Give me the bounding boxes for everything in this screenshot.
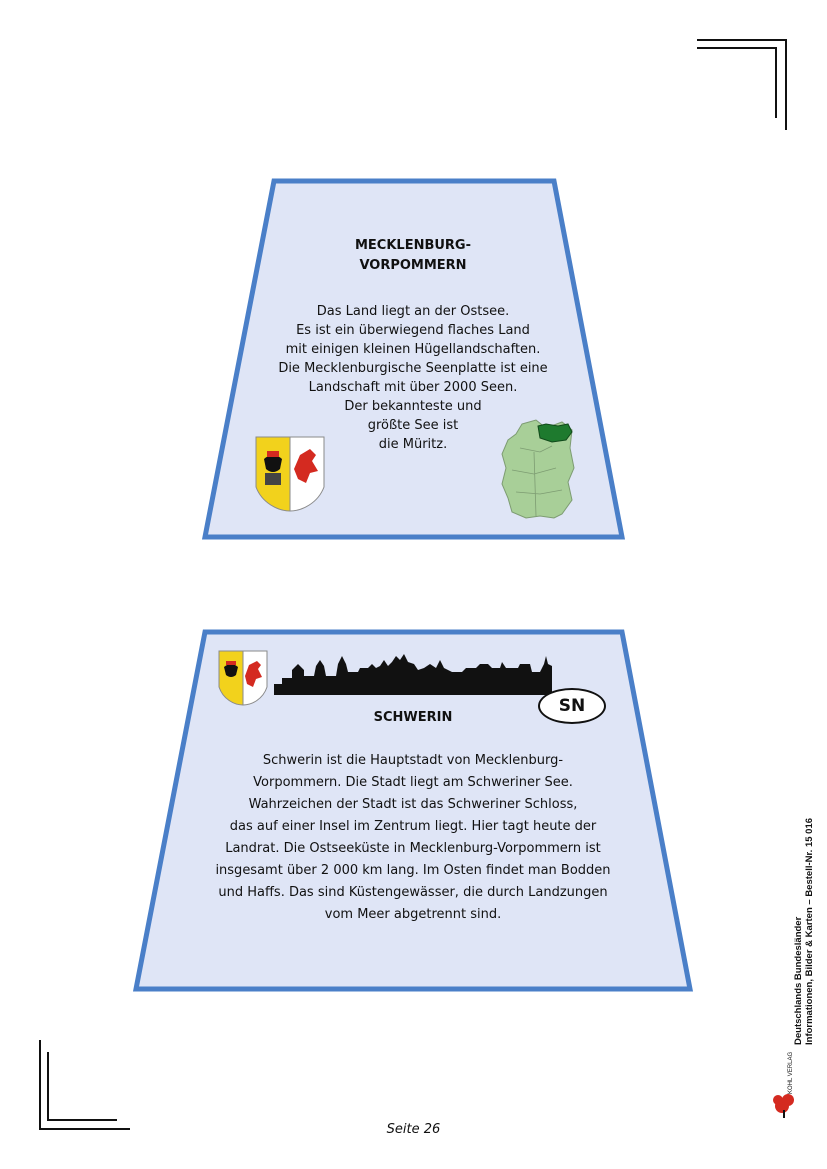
page-number: Seite 26: [386, 1122, 441, 1137]
card-mecklenburg-body: [243, 302, 583, 454]
body-line: das auf einer Insel im Zentrum liegt. Hier tagt heute der: [229, 819, 597, 834]
card-schwerin-body: [193, 750, 633, 926]
side-credit-line: Deutschlands Bundesländer: [793, 916, 804, 1045]
body-line: insgesamt über 2 000 km lang. Im Osten findet man Bodden: [215, 863, 611, 878]
publisher-name: KOHL VERLAG: [788, 1051, 794, 1094]
title-line: MECKLENBURG-: [354, 238, 472, 253]
bottom-left-corner-frame: [40, 1040, 130, 1129]
body-line: Die Mecklenburgische Seenplatte ist eine: [278, 361, 548, 376]
body-line: Der bekannteste und: [344, 399, 482, 414]
publisher-logo: [772, 1051, 808, 1120]
body-line: größte See ist: [367, 418, 459, 433]
title-line: VORPOMMERN: [359, 258, 467, 273]
body-line: mit einigen kleinen Hügellandschaften.: [285, 342, 541, 357]
side-credit: [793, 818, 815, 1045]
body-line: Wahrzeichen der Stadt ist das Schweriner Schloss,: [248, 797, 578, 812]
body-line: vom Meer abgetrennt sind.: [324, 907, 502, 922]
side-credit-line: Informationen, Bilder & Karten – Bestell-Nr. 15 016: [804, 817, 815, 1045]
body-line: Vorpommern. Die Stadt liegt am Schweriner See.: [253, 775, 573, 790]
body-line: Es ist ein überwiegend flaches Land: [296, 323, 530, 338]
body-line: Landrat. Die Ostseeküste in Mecklenburg-Vorpommern ist: [225, 841, 601, 856]
card-mecklenburg-title: [263, 236, 563, 276]
body-line: Landschaft mit über 2000 Seen.: [308, 380, 518, 395]
schwerin-coat-of-arms-icon: [219, 651, 267, 705]
top-right-corner-frame: [697, 40, 786, 130]
body-line: die Müritz.: [378, 437, 448, 452]
body-line: Das Land liegt an der Ostsee.: [316, 304, 510, 319]
body-line: und Haffs. Das sind Küstengewässer, die durch Landzungen: [218, 885, 608, 900]
license-plate-badge: SN: [538, 688, 606, 724]
card-schwerin-title: SCHWERIN: [373, 710, 453, 725]
body-line: Schwerin ist die Hauptstadt von Mecklenburg-: [262, 753, 564, 768]
